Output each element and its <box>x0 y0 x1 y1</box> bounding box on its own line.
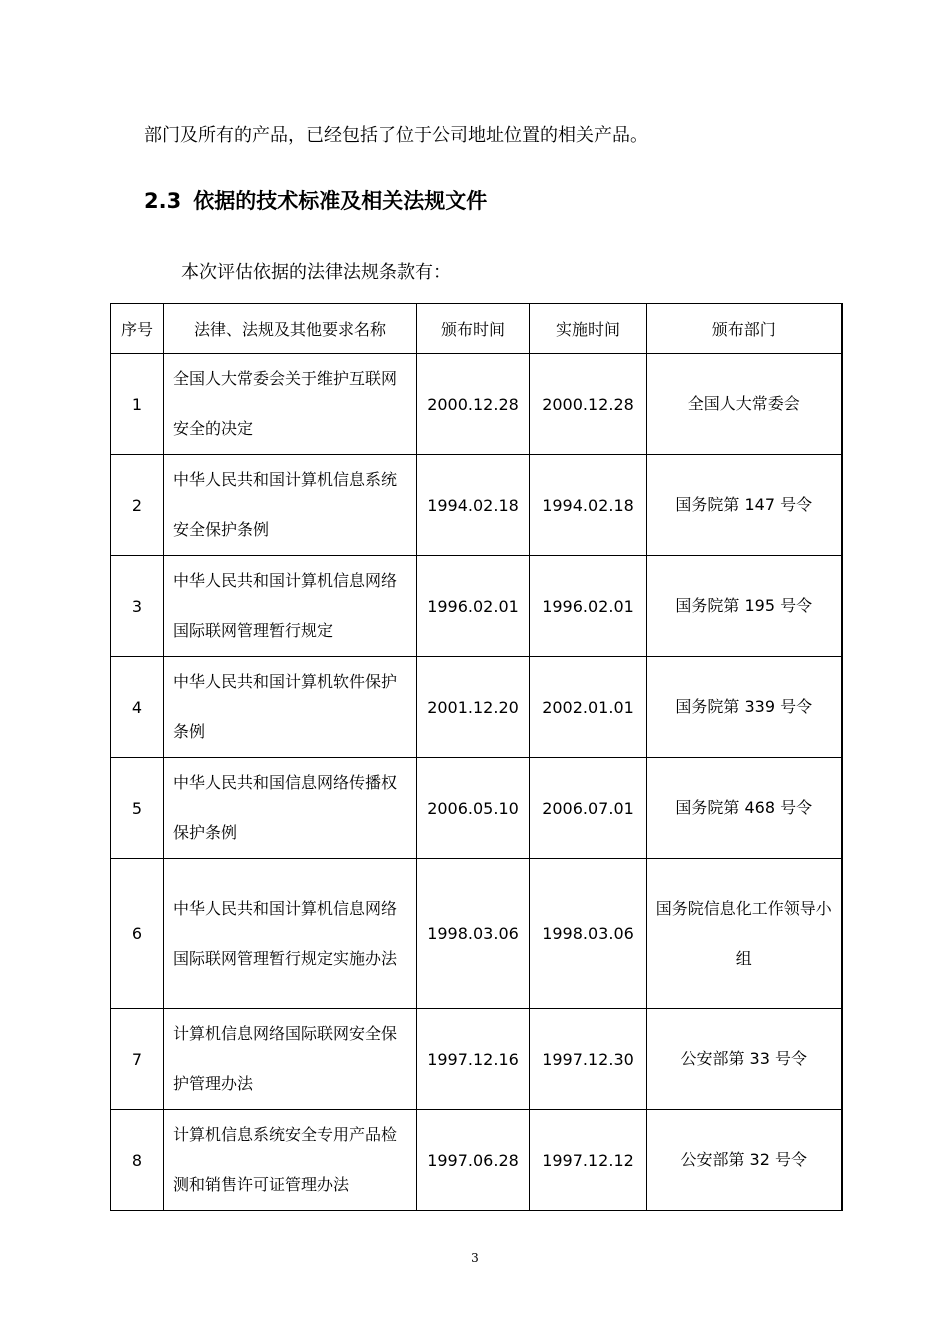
table-row <box>111 455 842 556</box>
table-row <box>111 1110 842 1211</box>
cell-name: 中华人民共和国信息网络传播权保护条例 <box>164 758 417 859</box>
cell-effective: 1997.12.30 <box>530 1009 647 1110</box>
cell-no: 4 <box>111 657 164 758</box>
page-number: 3 <box>471 1251 479 1265</box>
table-row <box>111 758 842 859</box>
cell-name: 中华人民共和国计算机软件保护条例 <box>164 657 417 758</box>
table-row <box>111 556 842 657</box>
cell-issued: 2000.12.28 <box>417 354 530 455</box>
table-row <box>111 1009 842 1110</box>
table-row <box>111 657 842 758</box>
cell-name: 中华人民共和国计算机信息网络国际联网管理暂行规定 <box>164 556 417 657</box>
cell-effective: 2000.12.28 <box>530 354 647 455</box>
cell-dept: 国务院第 468 号令 <box>647 758 842 859</box>
cell-no: 5 <box>111 758 164 859</box>
cell-dept: 国务院第 147 号令 <box>647 455 842 556</box>
cell-no: 1 <box>111 354 164 455</box>
header-cell-issued: 颁布时间 <box>417 304 530 354</box>
table-row <box>111 354 842 455</box>
cell-issued: 1997.12.16 <box>417 1009 530 1110</box>
cell-effective: 1997.12.12 <box>530 1110 647 1211</box>
cell-issued: 1994.02.18 <box>417 455 530 556</box>
cell-effective: 1994.02.18 <box>530 455 647 556</box>
header-cell-no: 序号 <box>111 304 164 354</box>
cell-name: 全国人大常委会关于维护互联网安全的决定 <box>164 354 417 455</box>
cell-effective: 1998.03.06 <box>530 859 647 1009</box>
cell-effective: 1996.02.01 <box>530 556 647 657</box>
cell-dept: 全国人大常委会 <box>647 354 842 455</box>
cell-dept: 国务院第 339 号令 <box>647 657 842 758</box>
section-title: 依据的技术标准及相关法规文件 <box>193 189 488 213</box>
cell-name: 中华人民共和国计算机信息网络国际联网管理暂行规定实施办法 <box>164 859 417 1009</box>
cell-dept: 公安部第 33 号令 <box>647 1009 842 1110</box>
cell-no: 6 <box>111 859 164 1009</box>
cell-dept: 国务院第 195 号令 <box>647 556 842 657</box>
cell-issued: 2006.05.10 <box>417 758 530 859</box>
section-number: 2.3 <box>144 189 182 213</box>
cell-dept: 国务院信息化工作领导小组 <box>647 859 842 1009</box>
cell-name: 计算机信息网络国际联网安全保护管理办法 <box>164 1009 417 1110</box>
header-cell-name: 法律、法规及其他要求名称 <box>164 304 417 354</box>
cell-no: 8 <box>111 1110 164 1211</box>
cell-no: 7 <box>111 1009 164 1110</box>
header-cell-effective: 实施时间 <box>530 304 647 354</box>
lead-paragraph: 本次评估依据的法律法规条款有： <box>181 262 451 283</box>
cell-effective: 2002.01.01 <box>530 657 647 758</box>
cell-no: 3 <box>111 556 164 657</box>
cell-dept: 公安部第 32 号令 <box>647 1110 842 1211</box>
cell-name: 中华人民共和国计算机信息系统安全保护条例 <box>164 455 417 556</box>
cell-issued: 1997.06.28 <box>417 1110 530 1211</box>
cell-effective: 2006.07.01 <box>530 758 647 859</box>
section-heading <box>144 185 487 217</box>
cell-issued: 1996.02.01 <box>417 556 530 657</box>
cell-issued: 2001.12.20 <box>417 657 530 758</box>
header-cell-dept: 颁布部门 <box>647 304 842 354</box>
table-header-row <box>111 304 842 354</box>
regulations-table <box>110 303 843 1211</box>
cell-no: 2 <box>111 455 164 556</box>
cell-name: 计算机信息系统安全专用产品检测和销售许可证管理办法 <box>164 1110 417 1211</box>
cell-issued: 1998.03.06 <box>417 859 530 1009</box>
intro-paragraph: 部门及所有的产品，已经包括了位于公司地址位置的相关产品。 <box>144 125 648 146</box>
table-row <box>111 859 842 1009</box>
